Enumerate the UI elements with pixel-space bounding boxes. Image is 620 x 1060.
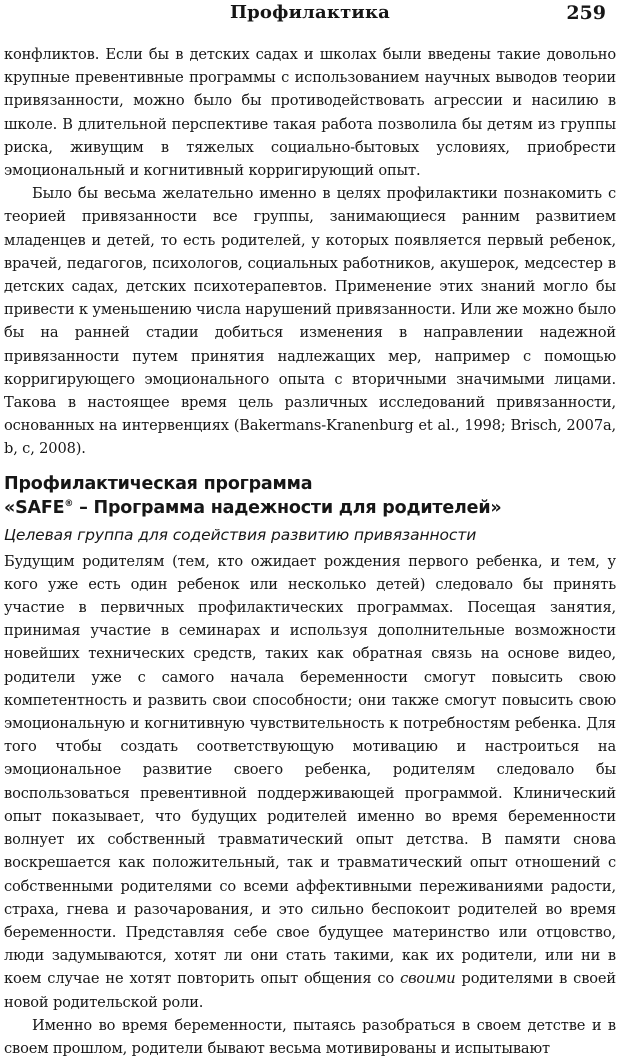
paragraph-future-parents bbox=[4, 550, 616, 1014]
body-text bbox=[4, 43, 616, 1060]
paragraph-future-parents-text: Будущим родителям (тем, кто ожидает рождения первого ребенка, и тем, у кого уже есть один ребенок или несколько детей) следовало бы принять участие в первичных профилактических программах. Посещая занятия, принимая участие в семинарах и используя дополнительные возможности новейших технических средств, таких как обратная связь на основе видео, родители уже с самого начала беременности смогут повысить свою компетентность и развить свои способности; они также смогут повысить свою эмоциональную и когнитивную чувствительность к потребностям ребенка. Для того чтобы создать соответствующую мотивацию и настроиться на эмоциональное развитие своего ребенка, родителям следовало бы воспользоваться превентивной поддерживающей программой. Клинический опыт показывает, что будущих родителей именно во время беременности волнует их собственный травматический опыт детства. В памяти снова воскрешается как положительный, так и травматический опыт отношений с собственными родителями со всеми аффективными переживаниями радости, страха, гнева и разочарования, и это сильно беспокоит родителей во время беременности. Представляя себе свое будущее материнство или отцовство, люди задумываются, хотят ли они стать такими, как их родители, или ни в коем случае не хотят повторить опыт общения со bbox=[4, 552, 616, 988]
paragraph-future-parents-end: родителями в своей новой родительской роли. bbox=[4, 970, 616, 1011]
registered-mark: ® bbox=[64, 498, 74, 509]
page-number: 259 bbox=[566, 2, 606, 24]
paragraph-prevention: Было бы весьма желательно именно в целях профилактики познакомить с теорией привязанности все группы, занимающиеся ранним развитием младенцев и детей, то есть родителей, у которых появляется первый ребенок, врачей, педагогов, психологов, социальных работников, акушерок, медсестер в детских садах, детских психотерапевтов. Применение этих знаний могло бы привести к уменьшению числа нарушений привязанности. Или же можно было бы на ранней стадии добиться изменения в направлении надежной привязанности путем принятия надлежащих мер, например с помощью корригирующего эмоционального опыта с вторичными значимыми лицами. Такова в настоящее время цель различных исследований привязанности, основанных на интервенциях (Bakermans-Kranenburg et al., 1998; Brisch, 2007a, b, c, 2008). bbox=[4, 185, 616, 458]
paragraph-conflicts: конфликтов. Если бы в детских садах и школах были введены такие довольно крупные превентивные программы с использованием научных выводов теории привязанности, можно было бы противодействовать агрессии и насилию в школе. В длительной перспективе такая работа позволила бы детям из группы риска, живущим в тяжелых социально-бытовых условиях, приобрести эмоциональный и когнитивный корригирующий опыт. bbox=[4, 46, 616, 180]
subsection-heading: Целевая группа для содействия развитию привязанности bbox=[4, 525, 477, 544]
paragraph-pregnancy: Именно во время беременности, пытаясь разобраться в своем детстве и в своем прошлом, родители бывают весьма мотивированы и испытывают bbox=[4, 1016, 616, 1057]
section-heading bbox=[4, 472, 616, 520]
section-heading-line1: Профилактическая программа bbox=[4, 473, 313, 494]
section-heading-line2-start: «SAFE bbox=[4, 497, 65, 518]
emphasis-own: своими bbox=[400, 970, 456, 988]
running-head: Профилактика bbox=[229, 2, 391, 23]
section-heading-line2-end: – Программа надежности для родителей» bbox=[73, 497, 502, 518]
page-header bbox=[0, 0, 620, 30]
